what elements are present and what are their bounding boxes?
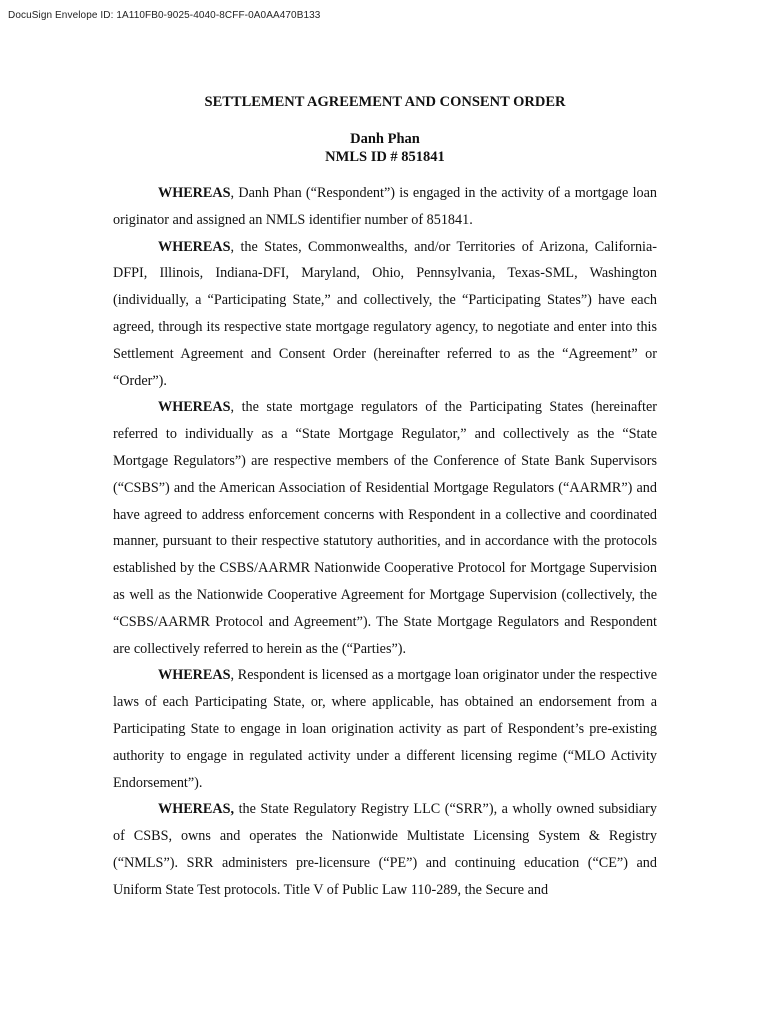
paragraph-text: , Respondent is licensed as a mortgage loan originator under the respective laws of each Participating State, or, where applicable, has obtained an endorsement from a Participating State to engage in loan origination activity as part of Respondent’s pre-existing authority to engage in regulated activity under a different licensing regime (“MLO Activity Endorsement”). xyxy=(113,667,657,791)
paragraph-text: , Danh Phan (“Respondent”) is engaged in the activity of a mortgage loan originator and assigned an NMLS identifier number of 851841. xyxy=(113,185,657,228)
paragraph-text: the State Regulatory Registry LLC (“SRR”), a wholly owned subsidiary of CSBS, owns and operates the Nationwide Multistate Licensing System & Registry (“NMLS”). SRR administers pre-licensure (“PE”) and continuing education (“CE”) and Uniform State Test protocols. Title V of Public Law 110-289, the Secure and xyxy=(113,801,657,898)
paragraph-licensing xyxy=(113,662,657,796)
whereas-lead: WHEREAS xyxy=(158,399,231,416)
paragraph-participating-states xyxy=(113,234,657,395)
respondent-name: Danh Phan xyxy=(350,131,420,147)
whereas-lead: WHEREAS, xyxy=(158,801,235,818)
respondent-header xyxy=(0,130,770,166)
whereas-lead: WHEREAS xyxy=(158,667,231,684)
whereas-lead: WHEREAS xyxy=(158,238,231,255)
whereas-lead: WHEREAS xyxy=(158,185,231,201)
nmls-id: NMLS ID # 851841 xyxy=(325,149,445,165)
paragraph-respondent xyxy=(113,180,657,234)
document-title: SETTLEMENT AGREEMENT AND CONSENT ORDER xyxy=(204,94,566,110)
paragraph-state-mortgage-regulators xyxy=(113,394,657,662)
paragraph-text: , the state mortgage regulators of the Participating States (hereinafter referred to individually as a “State Mortgage Regulator,” and collectively as the “State Mortgage Regulators”) are respective members of the Conference of State Bank Supervisors (“CSBS”) and the American Association of Residential Mortgage Regulators (“AARMR”) and have agreed to address enforcement concerns with Respondent in a collective and coordinated manner, pursuant to their respective statutory authorities, and in accordance with the protocols established by the CSBS/AARMR Nationwide Cooperative Protocol for Mortgage Supervision as well as the Nationwide Cooperative Agreement for Mortgage Supervision (collectively, the “CSBS/AARMR Protocol and Agreement”). The State Mortgage Regulators and Respondent are collectively referred to herein as the (“Parties”). xyxy=(113,399,657,657)
document-body xyxy=(113,180,657,904)
paragraph-text: , the States, Commonwealths, and/or Territories of Arizona, California-DFPI, Illinois, Indiana-DFI, Maryland, Ohio, Pennsylvania, Texas-SML, Washington (individually, a “Participating State,” and collectively, the “Participating States”) have each agreed, through its respective state mortgage regulatory agency, to negotiate and enter into this Settlement Agreement and Consent Order (hereinafter referred to as the “Agreement” or “Order”). xyxy=(113,238,657,389)
paragraph-srr-nmls xyxy=(113,796,657,903)
docusign-envelope-id: DocuSign Envelope ID: 1A110FB0-9025-4040-8CFF-0A0AA470B133 xyxy=(8,10,321,21)
